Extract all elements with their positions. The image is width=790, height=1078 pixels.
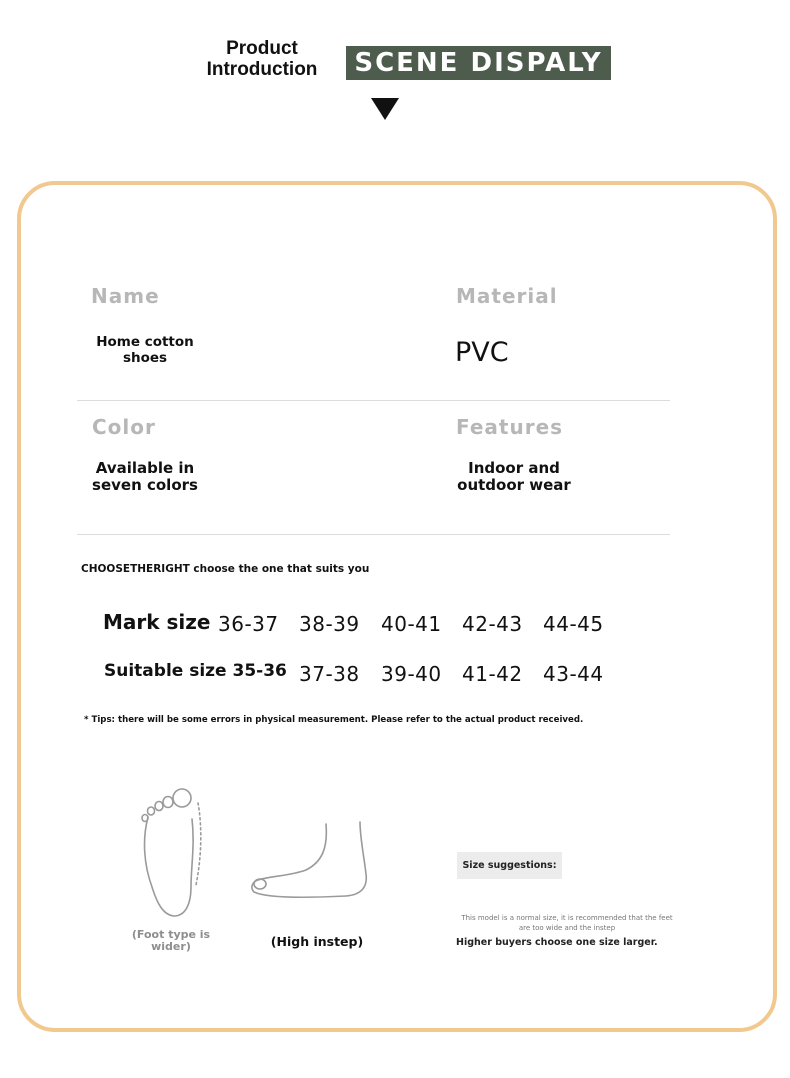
measurement-tips: * Tips: there will be some errors in physical measurement. Please refer to the actual product received. [84,715,584,725]
suitable-size-cell: 41-42 [462,662,523,686]
size-suggestions-advice: Higher buyers choose one size larger. [456,937,658,948]
mark-size-cell: 40-41 [381,612,442,636]
scene-display-banner: SCENE DISPALY [346,46,611,80]
size-suggestions-note: This model is a normal size, it is recommended that the feet are too wide and the instep [461,914,673,932]
color-value: Available in seven colors [92,459,198,494]
suitable-size-label: Suitable size 35-36 [104,661,287,681]
down-arrow-icon [371,98,399,120]
size-chart-heading: CHOOSETHERIGHT choose the one that suits you [81,563,370,575]
mark-size-cell: 36-37 [218,612,279,636]
name-label: Name [91,284,160,308]
suitable-size-cell: 43-44 [543,662,604,686]
high-instep-foot-icon [246,818,376,903]
mark-size-cell: 42-43 [462,612,523,636]
mark-size-label: Mark size [103,610,211,634]
features-value: Indoor and outdoor wear [457,459,571,494]
size-suggestions-title: Size suggestions: [457,852,562,879]
suitable-size-cell: 37-38 [299,662,360,686]
spec-divider [77,400,670,401]
high-instep-caption: (High instep) [270,934,364,949]
name-value: Home cotton shoes [96,334,194,366]
suitable-size-cell: 35-36 [232,661,287,681]
wide-foot-icon [130,785,210,920]
material-value: PVC [455,337,509,368]
features-label: Features [456,415,564,439]
mark-size-cell: 44-45 [543,612,604,636]
mark-size-cell: 38-39 [299,612,360,636]
suitable-size-cell: 39-40 [381,662,442,686]
material-label: Material [456,284,558,308]
wide-foot-caption: (Foot type is wider) [131,928,211,953]
product-introduction-title: Product Introduction [206,38,318,80]
color-label: Color [92,415,156,439]
spec-divider [77,534,670,535]
